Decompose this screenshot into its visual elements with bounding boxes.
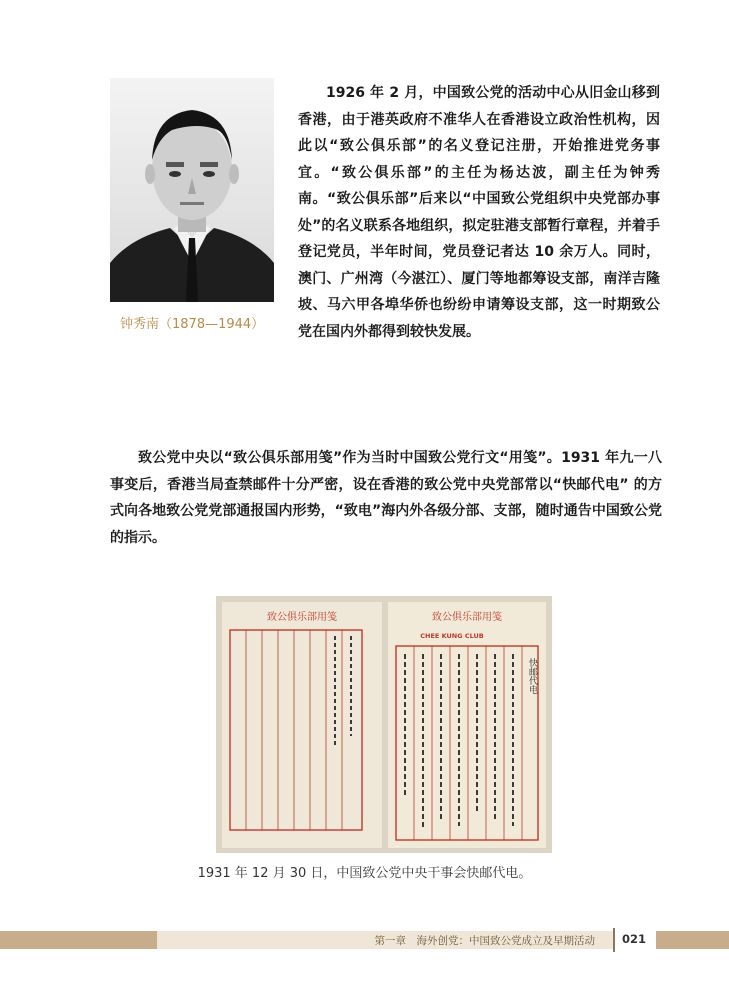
page-number: 021: [622, 932, 647, 946]
photo-caption: 1931 年 12 月 30 日，中国致公党中央干事会快邮代电。: [197, 866, 532, 881]
letterhead-title: 致公俱乐部用笺: [432, 612, 502, 623]
footer-bar-right: [656, 931, 729, 949]
footer-bar-left: [0, 931, 157, 949]
body-paragraph-2: 致公党中央以“致公俱乐部用笺”作为当时中国致公党行文“用笺”。1931 年九一八事变后，香港当局查禁邮件十分严密，设在香港的致公党中央党部常以“快邮代电” 的方式向各地致公党党部通报国内形势，“致电”海内外各级分部、支部，随时通告中国致公党的指示。: [110, 450, 662, 546]
letter-page-left: [222, 602, 382, 848]
portrait-caption: 钟秀南（1878—1944）: [120, 317, 265, 332]
body-paragraph-1: 1926 年 2 月，中国致公党的活动中心从旧金山移到香港，由于港英政府不准华人在香港设立政治性机构，因此以“致公俱乐部”的名义登记注册，开始推进党务事宜。“致公俱乐部”的主任为杨达波，副主任为钟秀南。“致公俱乐部”后来以“中国致公党组织中央党部办事处”的名义联系各地组织，拟定驻港支部暂行章程，并着手登记党员，半年时间，党员登记者达 10 余万人。同时，澳门、广州湾（今湛江）、厦门等地都筹设支部，南洋吉隆坡、马六甲各埠华侨也纷纷申请筹设支部，这一时期致公党在国内外都得到较快发展。: [298, 85, 660, 340]
portrait-photo: [110, 78, 274, 302]
letter-page-right: [388, 602, 546, 848]
footer-divider: [613, 928, 615, 952]
letterhead-title-left: 致公俱乐部用笺: [267, 612, 337, 623]
club-name-english: CHEE KUNG CLUB: [420, 632, 484, 640]
chapter-title: 第一章 海外创党：中国致公党成立及早期活动: [374, 935, 595, 947]
letter-photo: [216, 596, 552, 853]
handwriting-start: 快邮代电: [527, 658, 537, 694]
